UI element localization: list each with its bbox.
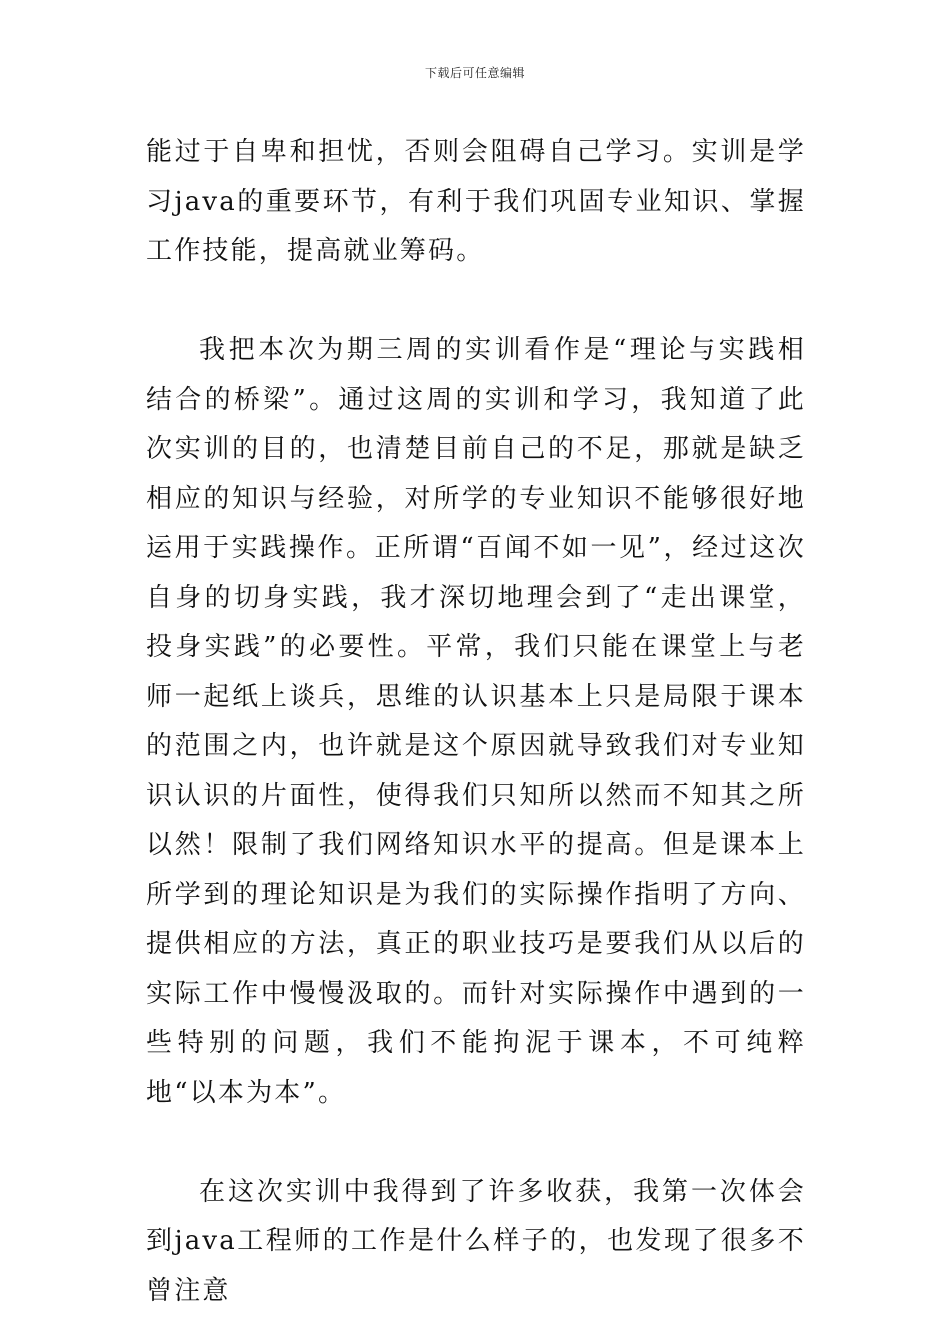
- paragraph-spacer: [146, 277, 806, 327]
- paragraph-spacer: [146, 1118, 806, 1168]
- paragraph-2: 我把本次为期三周的实训看作是“理论与实践相结合的桥梁”。通过这周的实训和学习，我知道了此次实训的目的，也清楚目前自己的不足，那就是缺乏相应的知识与经验，对所学的专业知识不能够很好地运用于实践操作。正所谓“百闻不如一见”，经过这次自身的切身实践，我才深切地理会到了“走出课堂，投身实践”的必要性。平常，我们只能在课堂上与老师一起纸上谈兵，思维的认识基本上只是局限于课本的范围之内，也许就是这个原因就导致我们对专业知识认识的片面性，使得我们只知所以然而不知其之所以然！限制了我们网络知识水平的提高。但是课本上所学到的理论知识是为我们的实际操作指明了方向、提供相应的方法，真正的职业技巧是要我们从以后的实际工作中慢慢汲取的。而针对实际操作中遇到的一些特别的问题，我们不能拘泥于课本，不可纯粹地“以本为本”。: [146, 335, 806, 1108]
- header-note: 下载后可任意编辑: [424, 66, 525, 80]
- paragraph-1: 能过于自卑和担忧，否则会阻碍自己学习。实训是学习java的重要环节，有利于我们巩固专业知识、掌握工作技能，提高就业筹码。: [146, 137, 806, 266]
- paragraph-3: 在这次实训中我得到了许多收获，我第一次体会到java工程师的工作是什么样子的，也发现了很多不曾注意: [146, 1176, 806, 1306]
- document-body: [146, 128, 806, 1316]
